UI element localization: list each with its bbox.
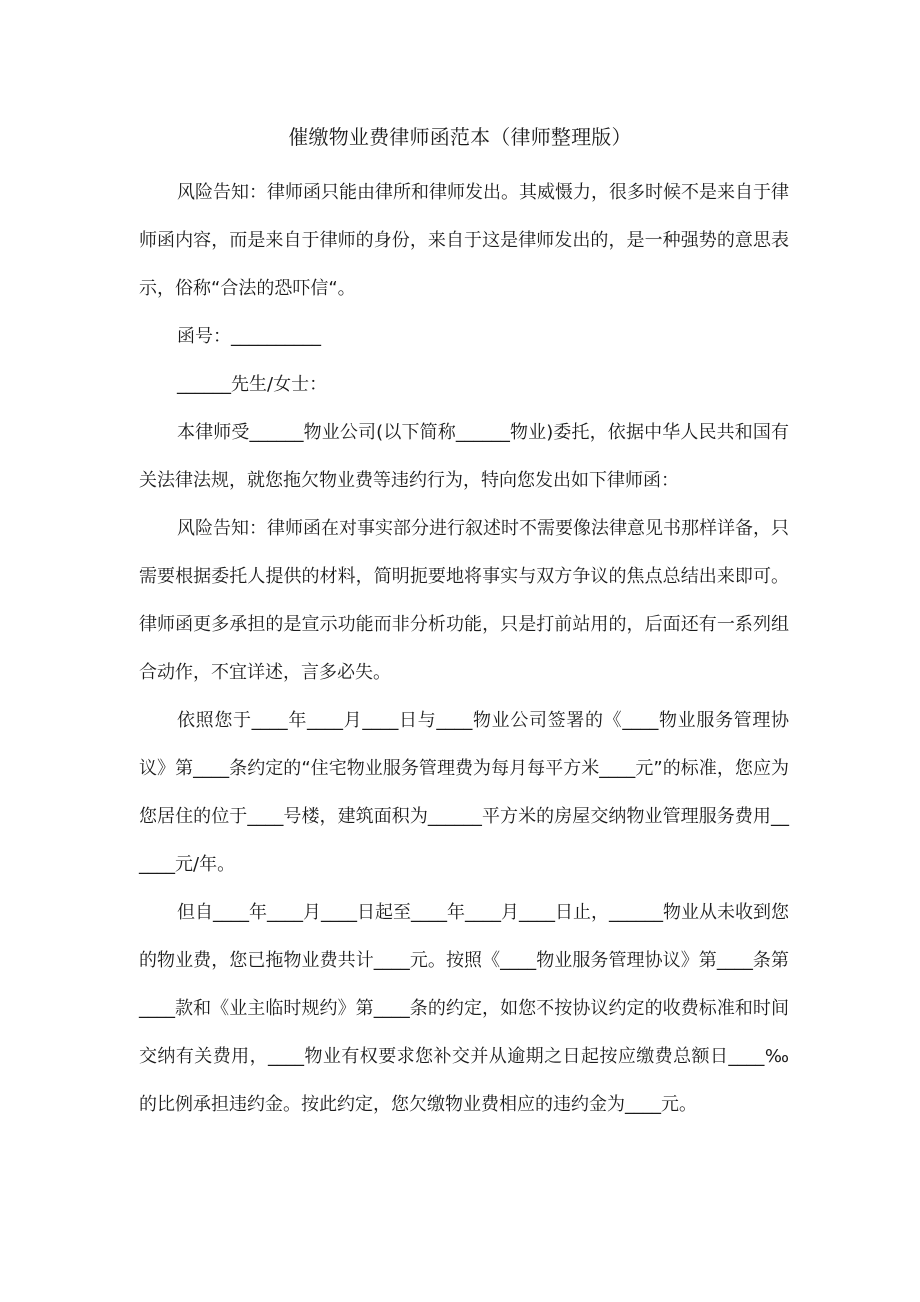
document-body: [139, 169, 789, 1129]
paragraph-agreement-terms: 依照您于____年____月____日与____物业公司签署的《____物业服务管理协议》第____条约定的“住宅物业服务管理费为每月每平方米____元”的标准，您应为您居住的位于____号楼，建筑面积为______平方米的房屋交纳物业管理服务费用______元/年。: [139, 710, 789, 875]
paragraph-risk-notice-2: 风险告知：律师函在对事实部分进行叙述时不需要像法律意见书那样详备，只需要根据委托人提供的材料，简明扼要地将事实与双方争议的焦点总结出来即可。律师函更多承担的是宣示功能而非分析功能，只是打前站用的，后面还有一系列组合动作，不宜详述，言多必失。: [139, 518, 789, 683]
paragraph-commission: 本律师受______物业公司(以下简称______物业)委托，依据中华人民共和国有关法律法规，就您拖欠物业费等违约行为，特向您发出如下律师函：: [139, 422, 789, 491]
paragraph-arrears: 但自____年____月____日起至____年____月____日止，______物业从未收到您的物业费，您已拖物业费共计____元。按照《____物业服务管理协议》第____条第____款和《业主临时规约》第____条的约定，如您不按协议约定的收费标准和时间交纳有关费用，____物业有权要求您补交并从逾期之日起按应缴费总额日____‰的比例承担违约金。按此约定，您欠缴物业费相应的违约金为____元。: [139, 902, 789, 1115]
document-title: 催缴物业费律师函范本（律师整理版）: [288, 125, 632, 149]
paragraph-letter-number: 函号：__________: [177, 326, 321, 347]
paragraph-risk-notice-1: 风险告知：律师函只能由律所和律师发出。其威慑力，很多时候不是来自于律师函内容，而是来自于律师的身份，来自于这是律师发出的，是一种强势的意思表示，俗称“合法的恐吓信“。: [139, 182, 789, 299]
paragraph-salutation: ______先生/女士：: [177, 374, 328, 395]
